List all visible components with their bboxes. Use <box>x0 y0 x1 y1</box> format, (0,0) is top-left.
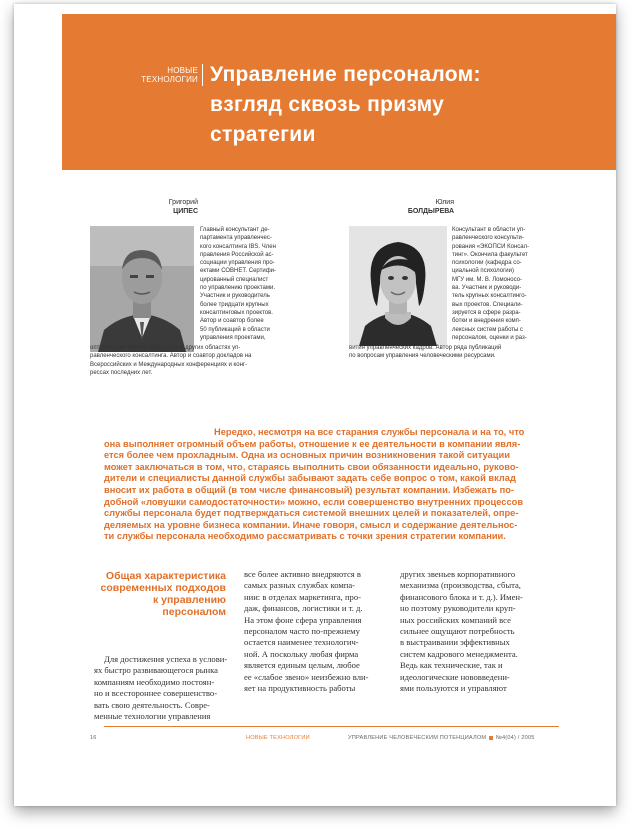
author2-portrait-image <box>349 226 447 346</box>
lead-line: она выполняет огромный объем работы, отношение к ее деятельности в компании явля- <box>104 438 521 449</box>
author1-bio-bottom <box>90 344 300 377</box>
bio-line: Главный консультант де- <box>200 227 270 233</box>
author2-first-name: Юлия <box>435 199 454 206</box>
bio-line: Всероссийских и Международных конференциях и конг- <box>90 361 248 368</box>
text-line: ями пользуются и управляют <box>400 683 507 694</box>
bio-line: партамента управленчес- <box>200 235 272 242</box>
bio-line: рессах последних лет. <box>90 369 153 376</box>
author2-name <box>374 198 454 216</box>
author1-portrait-image <box>90 226 194 352</box>
page-number: 16 <box>90 735 97 741</box>
author2-bio-bottom <box>349 344 559 361</box>
author1-last-name: ЦИПЕС <box>173 208 198 215</box>
text-line: идеологические нововведени- <box>400 671 510 682</box>
title-line-3: стратегии <box>210 123 316 146</box>
section-rubric <box>110 66 198 84</box>
rubric-line-1: НОВЫЕ <box>167 66 198 75</box>
author1-photo <box>90 226 194 352</box>
bio-line: Автор и соавтор более <box>200 318 264 325</box>
text-line: нии: в отделах маркетинга, про- <box>244 591 362 602</box>
text-line: сильнее ощущают потребность <box>400 626 515 637</box>
bio-line: вых проектов. Специали- <box>452 301 523 308</box>
bio-line: по вопросам управления человеческими ресурсами. <box>349 353 496 360</box>
issue-number: №4(04) / 2005 <box>495 735 535 741</box>
lead-line: ется более чем прохладным. Одна из основных причин возникновения такой ситуации <box>104 450 510 461</box>
magazine-page <box>14 4 616 806</box>
section-heading <box>94 570 226 618</box>
bio-line: лексных систем работы с <box>452 326 524 333</box>
bio-line: ва. Участник и руководи- <box>452 285 522 292</box>
rubric-divider <box>202 64 203 86</box>
lead-line: добной «ловушки самодостаточности» можно, если совершенство внутренних процессов <box>104 496 524 507</box>
bio-line: Участник и руководитель <box>200 293 270 300</box>
lead-line: службы персонала будет подтверждаться системой внешних целей и показателей, опре- <box>104 508 519 519</box>
text-line: ных российских компаний все <box>400 614 511 625</box>
bio-line: циальной психологии) <box>452 268 514 275</box>
heading-line: к управлению <box>152 594 226 606</box>
heading-line: современных подходов <box>100 582 226 594</box>
bio-line: тель крупных консалтинго- <box>452 293 527 300</box>
author2-last-name: БОЛДЫРЕВА <box>407 208 454 215</box>
author1-name <box>114 198 198 216</box>
text-line: финансового блока и т. д.). Имен- <box>400 591 523 602</box>
body-column-1 <box>94 654 228 722</box>
title-line-1: Управление персоналом: <box>210 63 481 86</box>
author1-bio-side <box>200 226 300 342</box>
text-line: самых разных службах компа- <box>244 580 356 591</box>
bio-line: психологии (кафедра со- <box>452 260 522 267</box>
text-line: ной. А поскольку любая фирма <box>244 648 359 659</box>
bio-line: ектами СОВНЕТ. Сертифи- <box>200 268 276 275</box>
bio-line: МГУ им. М. В. Ломоносо- <box>452 276 522 283</box>
lead-line: дители и специалисты данной службы забывают задать себе вопрос о том, какой вклад <box>104 473 516 484</box>
lead-line: может заключаться в том, что, стараясь выполнить свои обязанности идеально, руково- <box>104 461 519 472</box>
bio-line: социации управления про- <box>200 260 275 267</box>
text-line: систем кадрового менеджмента. <box>400 648 518 659</box>
bio-line: зируется в сфере разра- <box>452 309 521 316</box>
body-column-2 <box>244 569 388 694</box>
author1-first-name: Григорий <box>168 199 198 206</box>
text-line: менные технологии управления <box>94 711 211 722</box>
bio-line: правления Российской ас- <box>200 251 274 258</box>
lead-line: вносит их работа в общий (в том числе финансовый) результат компании. Избежать по- <box>104 484 515 495</box>
text-line: ее «слабое звено» неизбежно вли- <box>244 671 369 682</box>
bio-line: вития управленческих кадров. Автор ряда публикаций <box>349 345 502 351</box>
journal-name: УПРАВЛЕНИЕ ЧЕЛОВЕЧЕСКИМ ПОТЕНЦИАЛОМ <box>348 735 487 741</box>
text-line: остается наименее технологич- <box>244 637 359 648</box>
text-line: в выстраивании эффективных <box>400 637 510 648</box>
text-line: Ведь как технические, так и <box>400 660 503 671</box>
lead-line: деляемых на уровне бизнеса компании. Иначе говоря, смысл и содержание деятельнос- <box>104 519 518 530</box>
author2-photo <box>349 226 447 346</box>
text-line: даж, финансов, логистики и т. д. <box>244 603 363 614</box>
heading-line: Общая характеристика <box>105 570 226 582</box>
bio-line: ботки и внедрения комп- <box>452 318 521 325</box>
body-column-3 <box>400 569 544 694</box>
footer-rule <box>104 726 559 727</box>
bio-line: 50 публикаций в области <box>200 326 270 333</box>
bio-line: персоналом, оценки и раз- <box>452 334 527 341</box>
bio-line: равленческого консалтинга. Автор и соавтор докладов на <box>90 353 252 360</box>
footer-rubric: НОВЫЕ ТЕХНОЛОГИИ <box>246 735 310 741</box>
text-line: вать свою деятельность. Совре- <box>94 699 210 710</box>
bio-line: кого консалтинга IBS. Член <box>200 243 276 250</box>
bio-line: тинг». Окончила факультет <box>452 251 528 258</box>
square-bullet-icon <box>489 736 493 740</box>
bio-line: Консультант в области уп- <box>452 227 526 233</box>
text-line: других звеньев корпоративного <box>400 569 516 579</box>
text-line: яет на продуктивность работы <box>244 683 356 694</box>
author2-bio-side <box>452 226 556 342</box>
text-line: все более активно внедряются в <box>244 569 361 579</box>
text-line: персоналом часто по-прежнему <box>244 626 360 637</box>
footer-journal <box>348 735 535 741</box>
lead-line: Нередко, несмотря на все старания службы персонала и на то, что <box>214 427 525 437</box>
bio-line: управления проектами, <box>200 334 266 341</box>
lead-paragraph <box>104 427 559 543</box>
bio-line: по управлению проектами. <box>200 285 276 292</box>
text-line: На этом фоне сфера управления <box>244 614 362 625</box>
rubric-line-2: ТЕХНОЛОГИИ <box>141 75 198 84</box>
bio-line: равленческого консульти- <box>452 235 524 242</box>
title-line-2: взгляд сквозь призму <box>210 93 445 116</box>
text-line: механизма (производства, сбыта, <box>400 580 521 591</box>
text-line: Для достижения успеха в услови- <box>104 654 228 664</box>
text-line: компаниям необходимо постоян- <box>94 676 215 687</box>
lead-line: ти службы персонала необходимо рассматривать с точки зрения стратегии компании. <box>104 531 506 542</box>
bio-line: оптимизации бизнес-процессов и других областях уп- <box>90 345 241 351</box>
bio-line: более тридцати крупных <box>200 301 269 308</box>
text-line: но поэтому руководители круп- <box>400 603 516 614</box>
text-line: является единым целым, любое <box>244 660 360 671</box>
text-line: но и всестороннее совершенство- <box>94 688 218 699</box>
text-line: ях быстро развивающегося рынка <box>94 665 219 676</box>
bio-line: цированный специалист <box>200 276 269 283</box>
bio-line: консалтинговых проектов. <box>200 309 273 316</box>
bio-line: рования «ЭКОПСИ Консал- <box>452 243 530 250</box>
article-title <box>210 60 590 150</box>
heading-line: персоналом <box>162 606 226 618</box>
